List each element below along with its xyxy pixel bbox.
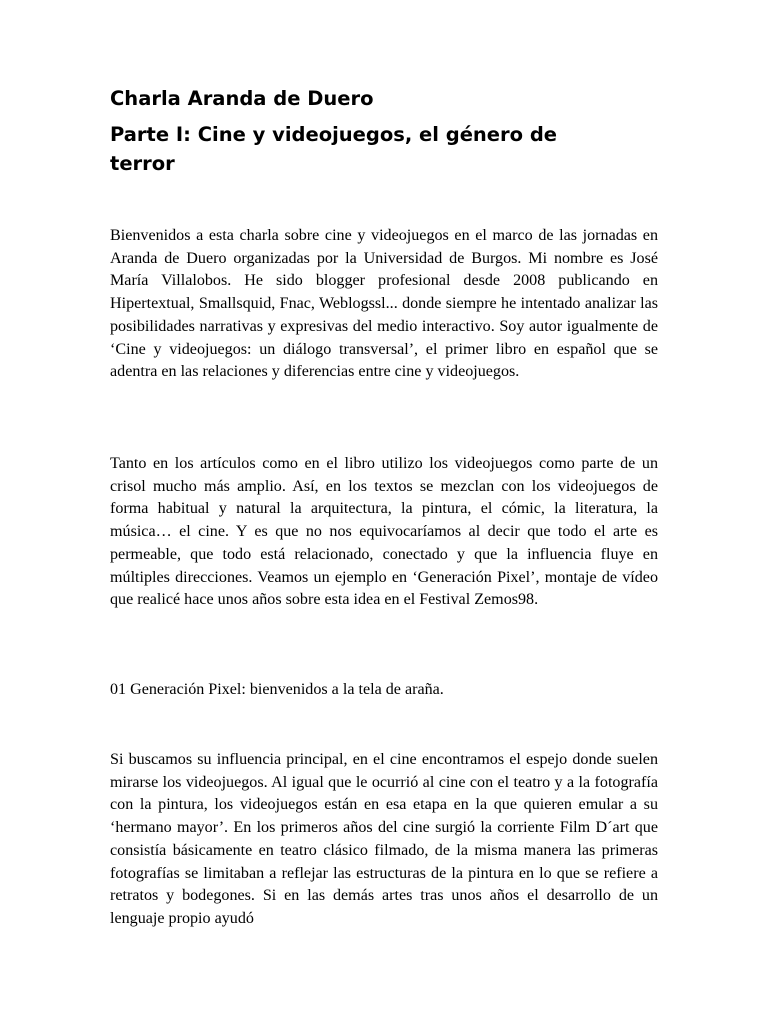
document-subtitle: Parte I: Cine y videojuegos, el género de terror [110, 123, 558, 175]
video-caption: 01 Generación Pixel: bienvenidos a la tela de araña. [110, 681, 444, 698]
paragraph-introduction: Bienvenidos a esta charla sobre cine y videojuegos en el marco de las jornadas en Aranda de Duero organizadas por la Universidad de Burgos. Mi nombre es José María Villalobos. He sido blogger profesional desde 2008 publicando en Hipertextual, Smallsquid, Fnac, Weblogssl... donde siempre he intentado analizar las posibilidades narrativas y expresivas del medio interactivo. Soy autor igualmente de ‘Cine y videojuegos: un diálogo transversal’, el primer libro en español que se adentra en las relaciones y diferencias entre cine y videojuegos. [110, 227, 658, 381]
document-title: Charla Aranda de Duero [110, 87, 374, 110]
paragraph-articles-and-book: Tanto en los artículos como en el libro utilizo los videojuegos como parte de un crisol mucho más amplio. Así, en los textos se mezclan con los videojuegos de forma habitual y natural la arquitectura, la pintura, el cómic, la literatura, la música… el cine. Y es que no nos equivocaríamos al decir que todo el arte es permeable, que todo está relacionado, conectado y que la influencia fluye en múltiples direcciones. Veamos un ejemplo en ‘Generación Pixel’, montaje de vídeo que realicé hace unos años sobre esta idea en el Festival Zemos98. [110, 455, 658, 609]
paragraph-cinema-influence: Si buscamos su influencia principal, en el cine encontramos el espejo donde suelen mirarse los videojuegos. Al igual que le ocurrió al cine con el teatro y a la fotografía con la pintura, los videojuegos están en esa etapa en la que quieren emular a su ‘hermano mayor’. En los primeros años del cine surgió la corriente Film D´art que consistía básicamente en teatro clásico filmado, de la misma manera las primeras fotografías se limitaban a reflejar las estructuras de la pintura en lo que se refiere a retratos y bodegones. Si en las demás artes tras unos años el desarrollo de un lenguaje propio ayudó [110, 751, 658, 927]
